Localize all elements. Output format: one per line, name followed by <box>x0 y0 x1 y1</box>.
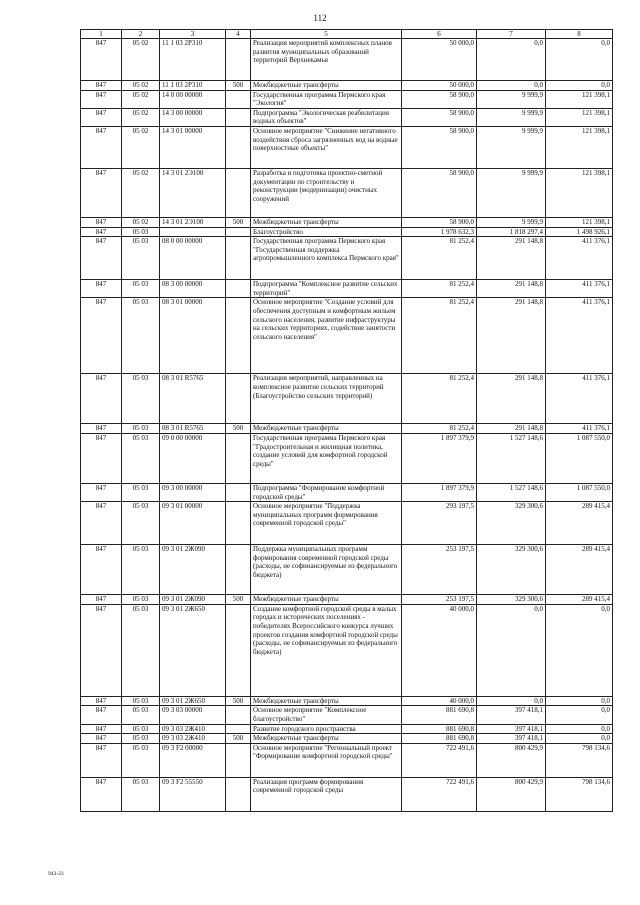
table-cell: 397 418,1 <box>477 734 546 744</box>
table-cell: 289 415,4 <box>546 502 613 545</box>
column-header: 5 <box>251 30 402 39</box>
table-cell: 58 900,0 <box>402 108 477 126</box>
table-cell: 411 376,1 <box>546 374 613 424</box>
table-cell: 847 <box>81 433 122 483</box>
table-cell: 05 03 <box>122 433 160 483</box>
table-row <box>81 424 613 434</box>
table-cell: 05 03 <box>122 706 160 724</box>
column-header: 7 <box>477 30 546 39</box>
table-cell: 291 148,8 <box>477 424 546 434</box>
table-row <box>81 237 613 280</box>
table-cell: 50 000,0 <box>402 39 477 81</box>
table-cell: 09 3 01 00000 <box>160 502 226 545</box>
table-cell: 05 02 <box>122 108 160 126</box>
table-cell: 329 300,6 <box>477 502 546 545</box>
table-cell: 81 252,4 <box>402 298 477 374</box>
table-cell: 09 3 F2 55550 <box>160 777 226 811</box>
table-cell: 05 02 <box>122 126 160 168</box>
table-cell: 847 <box>81 108 122 126</box>
table-cell: 500 <box>226 217 251 227</box>
table-row <box>81 81 613 91</box>
table-cell <box>226 483 251 501</box>
table-cell: 397 418,1 <box>477 706 546 724</box>
table-cell <box>226 706 251 724</box>
table-cell: 0,0 <box>477 81 546 91</box>
table-row <box>81 777 613 811</box>
table-cell: 500 <box>226 595 251 605</box>
table-cell: 05 02 <box>122 168 160 217</box>
table-row <box>81 706 613 724</box>
table-cell <box>226 724 251 734</box>
table-cell: 58 900,0 <box>402 90 477 108</box>
table-cell <box>226 604 251 696</box>
table-cell: 289 415,4 <box>546 545 613 595</box>
table-cell: 09 3 01 2Ж090 <box>160 595 226 605</box>
table-cell: Государственная программа Пермского края "Государственная поддержка агропромышленного комплекса Пермского края" <box>251 237 402 280</box>
table-cell: 411 376,1 <box>546 237 613 280</box>
table-cell: 121 398,1 <box>546 108 613 126</box>
table-cell <box>226 502 251 545</box>
table-cell: 800 429,9 <box>477 743 546 777</box>
table-cell: 05 03 <box>122 280 160 298</box>
table-cell: 291 148,8 <box>477 374 546 424</box>
table-cell: 0,0 <box>477 604 546 696</box>
table-cell: 411 376,1 <box>546 280 613 298</box>
table-row <box>81 696 613 706</box>
column-header: 6 <box>402 30 477 39</box>
table-cell: 881 690,8 <box>402 724 477 734</box>
table-cell: 253 197,5 <box>402 595 477 605</box>
table-row <box>81 734 613 744</box>
table-cell: 1 897 379,9 <box>402 483 477 501</box>
table-cell: 500 <box>226 696 251 706</box>
table-cell: 9 999,9 <box>477 168 546 217</box>
table-cell <box>226 126 251 168</box>
column-header: 1 <box>81 30 122 39</box>
table-cell: 847 <box>81 743 122 777</box>
table-cell: 253 197,5 <box>402 545 477 595</box>
table-cell: 05 02 <box>122 90 160 108</box>
table-cell: Межбюджетные трансферты <box>251 217 402 227</box>
table-cell: 81 252,4 <box>402 424 477 434</box>
table-cell: 500 <box>226 81 251 91</box>
table-cell: Основное мероприятие "Комплексное благоустройство" <box>251 706 402 724</box>
table-cell: 121 398,1 <box>546 90 613 108</box>
table-cell: 14 0 00 00000 <box>160 90 226 108</box>
table-cell: 0,0 <box>546 604 613 696</box>
table-cell: 847 <box>81 724 122 734</box>
table-cell: 0,0 <box>546 706 613 724</box>
table-cell: Развитие городского пространства <box>251 724 402 734</box>
table-cell: 847 <box>81 217 122 227</box>
table-cell: 1 527 148,6 <box>477 433 546 483</box>
table-cell: 121 398,1 <box>546 126 613 168</box>
table-cell: 847 <box>81 595 122 605</box>
table-cell: 9 999,9 <box>477 126 546 168</box>
table-cell: Основное мероприятие "Региональный проект "Формирование комфортной городской среды" <box>251 743 402 777</box>
table-cell <box>226 90 251 108</box>
table-cell: 05 03 <box>122 424 160 434</box>
table-cell: 11 1 03 2P310 <box>160 39 226 81</box>
table-cell: 05 03 <box>122 237 160 280</box>
budget-table <box>80 29 613 812</box>
table-cell: 9 999,9 <box>477 90 546 108</box>
table-cell: 09 3 01 2Ж650 <box>160 696 226 706</box>
table-cell <box>226 227 251 237</box>
table-cell: Основное мероприятие "Создание условий для обеспечения доступным и комфортным жильем сельского населения, развитие инфраструктуры на сельских территориях, содействие занятости сельского населения" <box>251 298 402 374</box>
table-cell: 05 03 <box>122 483 160 501</box>
table-cell: 08 3 01 R5765 <box>160 374 226 424</box>
table-cell: 40 000,0 <box>402 696 477 706</box>
table-cell: 09 3 03 2Ж410 <box>160 724 226 734</box>
table-cell: 81 252,4 <box>402 237 477 280</box>
table-cell <box>226 168 251 217</box>
table-cell: 08 3 01 00000 <box>160 298 226 374</box>
table-cell: 293 197,5 <box>402 502 477 545</box>
table-cell: 847 <box>81 483 122 501</box>
table-cell: 81 252,4 <box>402 280 477 298</box>
table-cell: 11 1 03 2P310 <box>160 81 226 91</box>
table-cell: 847 <box>81 280 122 298</box>
table-cell <box>160 227 226 237</box>
table-cell: 05 02 <box>122 217 160 227</box>
table-cell: 08 3 00 00000 <box>160 280 226 298</box>
table-cell: 1 897 379,9 <box>402 433 477 483</box>
table-cell: 329 300,6 <box>477 595 546 605</box>
table-row <box>81 217 613 227</box>
table-cell <box>226 280 251 298</box>
table-cell: 0,0 <box>546 81 613 91</box>
table-cell: 847 <box>81 237 122 280</box>
header-row <box>81 30 613 39</box>
table-cell: 09 3 03 00000 <box>160 706 226 724</box>
table-cell: Межбюджетные трансферты <box>251 424 402 434</box>
table-row <box>81 545 613 595</box>
table-cell: 05 03 <box>122 227 160 237</box>
table-cell <box>226 237 251 280</box>
table-cell: Разработка и подготовка проектно-сметной документации по строительству и реконструкции (модернизации) очистных сооружений <box>251 168 402 217</box>
table-cell: 1 818 297,4 <box>477 227 546 237</box>
table-cell: 411 376,1 <box>546 298 613 374</box>
table-cell: 09 0 00 00000 <box>160 433 226 483</box>
table-cell: 291 148,8 <box>477 237 546 280</box>
table-cell: 0,0 <box>546 696 613 706</box>
table-cell: 05 03 <box>122 734 160 744</box>
table-cell <box>226 298 251 374</box>
table-cell: 289 415,4 <box>546 595 613 605</box>
table-row <box>81 168 613 217</box>
table-cell <box>226 545 251 595</box>
table-cell: 09 3 00 00000 <box>160 483 226 501</box>
table-cell: 14 3 01 2Э100 <box>160 217 226 227</box>
table-cell: 09 3 01 2Ж650 <box>160 604 226 696</box>
table-cell: Подпрограмма "Экологическая реабилитация водных объектов" <box>251 108 402 126</box>
table-cell <box>226 743 251 777</box>
table-cell: 800 429,9 <box>477 777 546 811</box>
table-cell: 05 03 <box>122 298 160 374</box>
table-cell: 05 03 <box>122 724 160 734</box>
table-cell: 881 690,8 <box>402 706 477 724</box>
table-cell: 847 <box>81 777 122 811</box>
table-row <box>81 39 613 81</box>
table-cell: 40 000,0 <box>402 604 477 696</box>
table-cell: 81 252,4 <box>402 374 477 424</box>
table-cell: 58 900,0 <box>402 126 477 168</box>
column-header: 8 <box>546 30 613 39</box>
table-cell: 1 087 550,0 <box>546 433 613 483</box>
footer-code: 943-23 <box>48 871 64 877</box>
table-cell: Подпрограмма "Формирование комфортной городской среды" <box>251 483 402 501</box>
table-cell: 847 <box>81 706 122 724</box>
table-cell: 847 <box>81 39 122 81</box>
table-cell: Реализация программ формирования современной городской среды <box>251 777 402 811</box>
table-cell: 14 3 00 00000 <box>160 108 226 126</box>
table-cell: 0,0 <box>546 734 613 744</box>
table-cell: Основное мероприятие "Поддержка муниципальных программ формирования современной городской среды" <box>251 502 402 545</box>
table-cell: 05 02 <box>122 39 160 81</box>
table-cell: 9 999,9 <box>477 108 546 126</box>
table-cell: 798 134,6 <box>546 777 613 811</box>
table-cell: Межбюджетные трансферты <box>251 595 402 605</box>
table-row <box>81 298 613 374</box>
table-cell: Создание комфортной городской среды в малых городах и исторических поселениях - победителях Всероссийского конкурса лучших проектов создания комфортной городской среды (расходы, не софинансируемые из федерального бюджета) <box>251 604 402 696</box>
table-cell: Основное мероприятие "Снижение негативного воздействия сброса загрязненных вод на водные поверхностные объекты" <box>251 126 402 168</box>
table-cell: 411 376,1 <box>546 424 613 434</box>
table-row <box>81 724 613 734</box>
table-row <box>81 280 613 298</box>
table-cell: Государственная программа Пермского края "Градостроительная и жилищная политика, создание условий для комфортной городской среды" <box>251 433 402 483</box>
table-cell: Поддержка муниципальных программ формирования современной городской среды (расходы, не софинансируемые из федерального бюджета) <box>251 545 402 595</box>
table-cell: 58 900,0 <box>402 217 477 227</box>
table-cell: 847 <box>81 81 122 91</box>
table-cell: 847 <box>81 545 122 595</box>
table-cell: Межбюджетные трансферты <box>251 696 402 706</box>
table-cell: 08 3 01 R5765 <box>160 424 226 434</box>
table-cell: 09 3 03 2Ж410 <box>160 734 226 744</box>
table-row <box>81 108 613 126</box>
table-row <box>81 483 613 501</box>
table-cell: 14 3 01 2Э100 <box>160 168 226 217</box>
column-header: 2 <box>122 30 160 39</box>
table-cell: 05 03 <box>122 374 160 424</box>
table-cell <box>226 777 251 811</box>
column-header: 3 <box>160 30 226 39</box>
table-row <box>81 502 613 545</box>
table-cell: Реализация мероприятий, направленных на комплексное развитие сельских территорий (Благоустройство сельских территорий) <box>251 374 402 424</box>
table-row <box>81 433 613 483</box>
table-cell: 05 03 <box>122 595 160 605</box>
table-cell: 847 <box>81 604 122 696</box>
table-cell: 722 491,6 <box>402 743 477 777</box>
table-cell: 847 <box>81 424 122 434</box>
table-cell: Межбюджетные трансферты <box>251 734 402 744</box>
table-cell: 847 <box>81 90 122 108</box>
table-cell: 0,0 <box>546 724 613 734</box>
table-cell: 05 03 <box>122 743 160 777</box>
table-row <box>81 126 613 168</box>
table-cell <box>226 433 251 483</box>
table-cell: 05 03 <box>122 777 160 811</box>
table-cell: 09 3 F2 00000 <box>160 743 226 777</box>
table-cell: 847 <box>81 374 122 424</box>
table-cell: Межбюджетные трансферты <box>251 81 402 91</box>
table-cell: 58 900,0 <box>402 168 477 217</box>
table-cell: Реализация мероприятий комплексных планов развития муниципальных образований территорий Верхнекамья <box>251 39 402 81</box>
table-cell: 291 148,8 <box>477 298 546 374</box>
table-cell: 847 <box>81 502 122 545</box>
table-cell: 05 03 <box>122 502 160 545</box>
table-cell: 0,0 <box>477 39 546 81</box>
table-cell: Подпрограмма "Комплексное развитие сельских территорий" <box>251 280 402 298</box>
table-cell: 05 03 <box>122 696 160 706</box>
table-cell: 1 087 550,0 <box>546 483 613 501</box>
table-cell: 500 <box>226 424 251 434</box>
table-cell <box>226 374 251 424</box>
table-cell: 1 978 632,3 <box>402 227 477 237</box>
table-row <box>81 743 613 777</box>
table-cell: 1 498 926,1 <box>546 227 613 237</box>
table-cell: 500 <box>226 734 251 744</box>
table-cell: 05 02 <box>122 81 160 91</box>
table-row <box>81 374 613 424</box>
table-cell: 847 <box>81 734 122 744</box>
table-cell: 847 <box>81 168 122 217</box>
table-cell: 08 0 00 00000 <box>160 237 226 280</box>
table-cell: 798 134,6 <box>546 743 613 777</box>
table-cell: 14 3 01 00000 <box>160 126 226 168</box>
table-cell: 329 300,6 <box>477 545 546 595</box>
table-cell: 722 491,6 <box>402 777 477 811</box>
table-cell: 121 398,1 <box>546 217 613 227</box>
table-row <box>81 604 613 696</box>
table-cell: 397 418,1 <box>477 724 546 734</box>
table-cell: 05 03 <box>122 545 160 595</box>
table-cell: Государственная программа Пермского края "Экология" <box>251 90 402 108</box>
table-cell: 847 <box>81 227 122 237</box>
table-cell: 847 <box>81 696 122 706</box>
table-cell <box>226 108 251 126</box>
table-row <box>81 90 613 108</box>
table-cell: Благоустройство <box>251 227 402 237</box>
column-header: 4 <box>226 30 251 39</box>
table-cell: 0,0 <box>546 39 613 81</box>
table-cell: 881 690,8 <box>402 734 477 744</box>
table-row <box>81 595 613 605</box>
table-cell: 847 <box>81 126 122 168</box>
table-cell: 9 999,9 <box>477 217 546 227</box>
table-cell: 50 000,0 <box>402 81 477 91</box>
table-cell <box>226 39 251 81</box>
table-cell: 05 03 <box>122 604 160 696</box>
table-cell: 0,0 <box>477 696 546 706</box>
table-cell: 291 148,8 <box>477 280 546 298</box>
table-cell: 09 3 01 2Ж090 <box>160 545 226 595</box>
table-cell: 121 398,1 <box>546 168 613 217</box>
table-cell: 847 <box>81 298 122 374</box>
table-row <box>81 227 613 237</box>
table-cell: 1 527 148,6 <box>477 483 546 501</box>
page-number: 112 <box>313 13 327 23</box>
